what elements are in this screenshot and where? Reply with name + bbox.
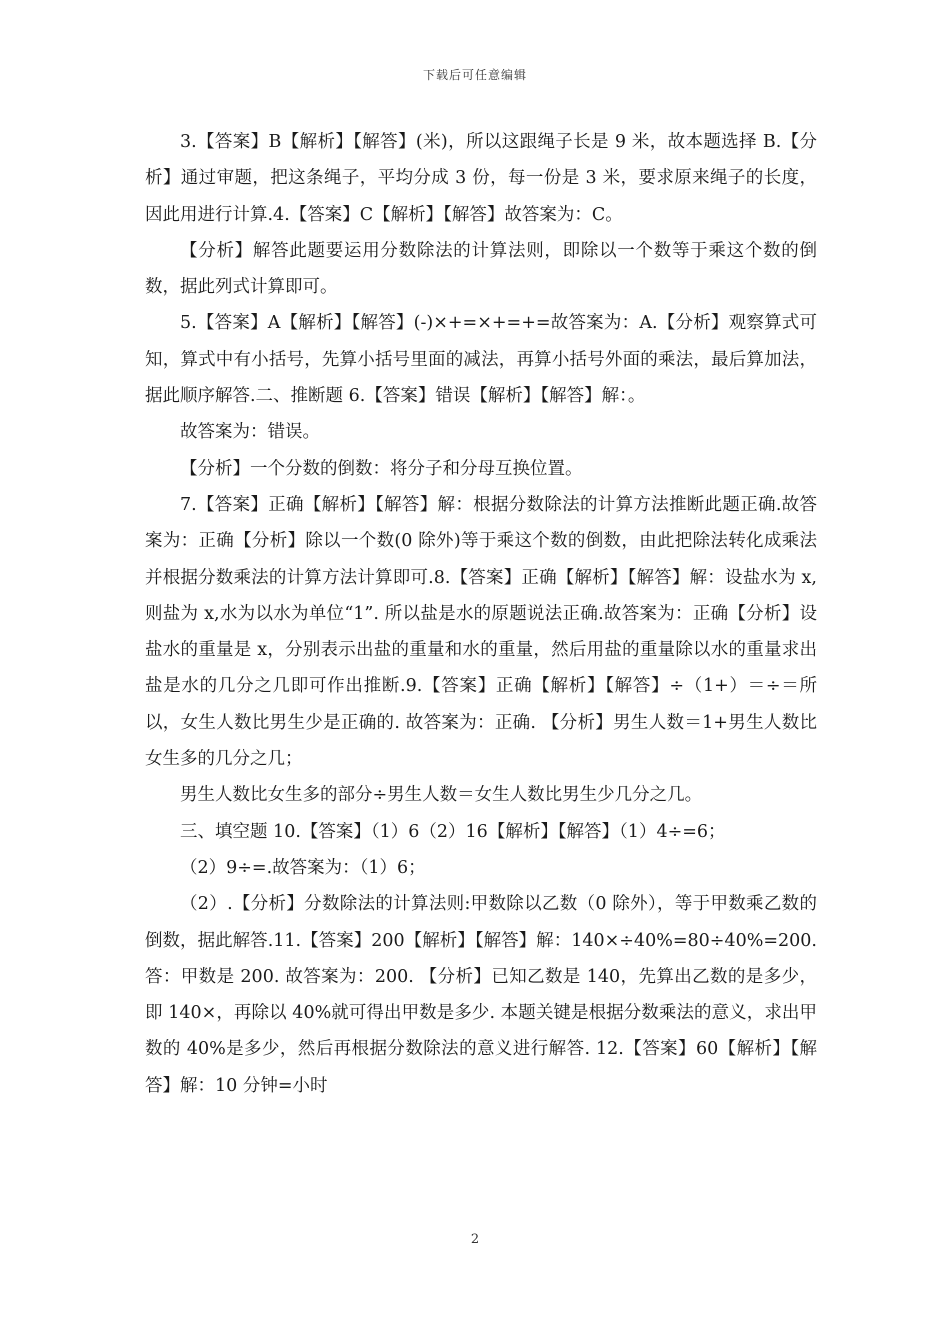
document-body xyxy=(145,124,817,1104)
paragraph: 三、填空题 10.【答案】（1）6（2）16【解析】【解答】（1）4÷=6； xyxy=(180,821,726,842)
paragraph: 【分析】一个分数的倒数：将分子和分母互换位置。 xyxy=(180,458,583,479)
paragraph: （2）9÷=.故答案为：（1）6； xyxy=(180,857,426,878)
page-header: 下载后可任意编辑 xyxy=(422,68,527,82)
paragraph: 故答案为：错误。 xyxy=(180,422,320,443)
paragraph: 男生人数比女生多的部分÷男生人数＝女生人数比男生少几分之几。 xyxy=(180,785,703,806)
paragraph: 【分析】解答此题要运用分数除法的计算法则，即除以一个数等于乘这个数的倒数，据此列式计算即可。 xyxy=(145,240,817,298)
paragraph: 7.【答案】正确【解析】【解答】解：根据分数除法的计算方法推断此题正确.故答案为：正确【分析】除以一个数(0 除外)等于乘这个数的倒数，由此把除法转化成乘法并根据分数乘法的计算方法计算即可.8.【答案】正确【解析】【解答】解：设盐水为 x,则盐为 x,水为以水为单位“1”. 所以盐是水的原题说法正确.故答案为：正确【分析】设盐水的重量是 x，分别表示出盐的重量和水的重量，然后用盐的重量除以水的重量求出盐是水的几分之几即可作出推断.9.【答案】正确【解析】【解答】÷（1+）＝÷＝所以，女生人数比男生少是正确的. 故答案为：正确. 【分析】男生人数＝1+男生人数比女生多的几分之几； xyxy=(145,494,817,770)
paragraph: 3.【答案】B【解析】【解答】(米)，所以这跟绳子长是 9 米，故本题选择 B.【分析】通过审题，把这条绳子，平均分成 3 份，每一份是 3 米，要求原来绳子的长度，因此用进行计算.4.【答案】C【解析】【解答】故答案为：C。 xyxy=(145,132,817,225)
paragraph: （2）.【分析】分数除法的计算法则:甲数除以乙数（0 除外），等于甲数乘乙数的倒数，据此解答.11.【答案】200【解析】【解答】解：140×÷40%=80÷40%=200. 答：甲数是 200. 故答案为：200. 【分析】已知乙数是 140，先算出乙数的是多少，即 140×，再除以 40%就可得出甲数是多少. 本题关键是根据分数乘法的意义，求出甲数的 40%是多少，然后再根据分数除法的意义进行解答. 12.【答案】60【解析】【解答】解：10 分钟=小时 xyxy=(145,894,817,1096)
page-number: 2 xyxy=(470,1232,480,1247)
paragraph: 5.【答案】A【解析】【解答】(-)×+=×+=+=故答案为：A.【分析】观察算式可知，算式中有小括号，先算小括号里面的减法，再算小括号外面的乘法，最后算加法，据此顺序解答.二、推断题 6.【答案】错误【解析】【解答】解：。 xyxy=(145,313,817,407)
